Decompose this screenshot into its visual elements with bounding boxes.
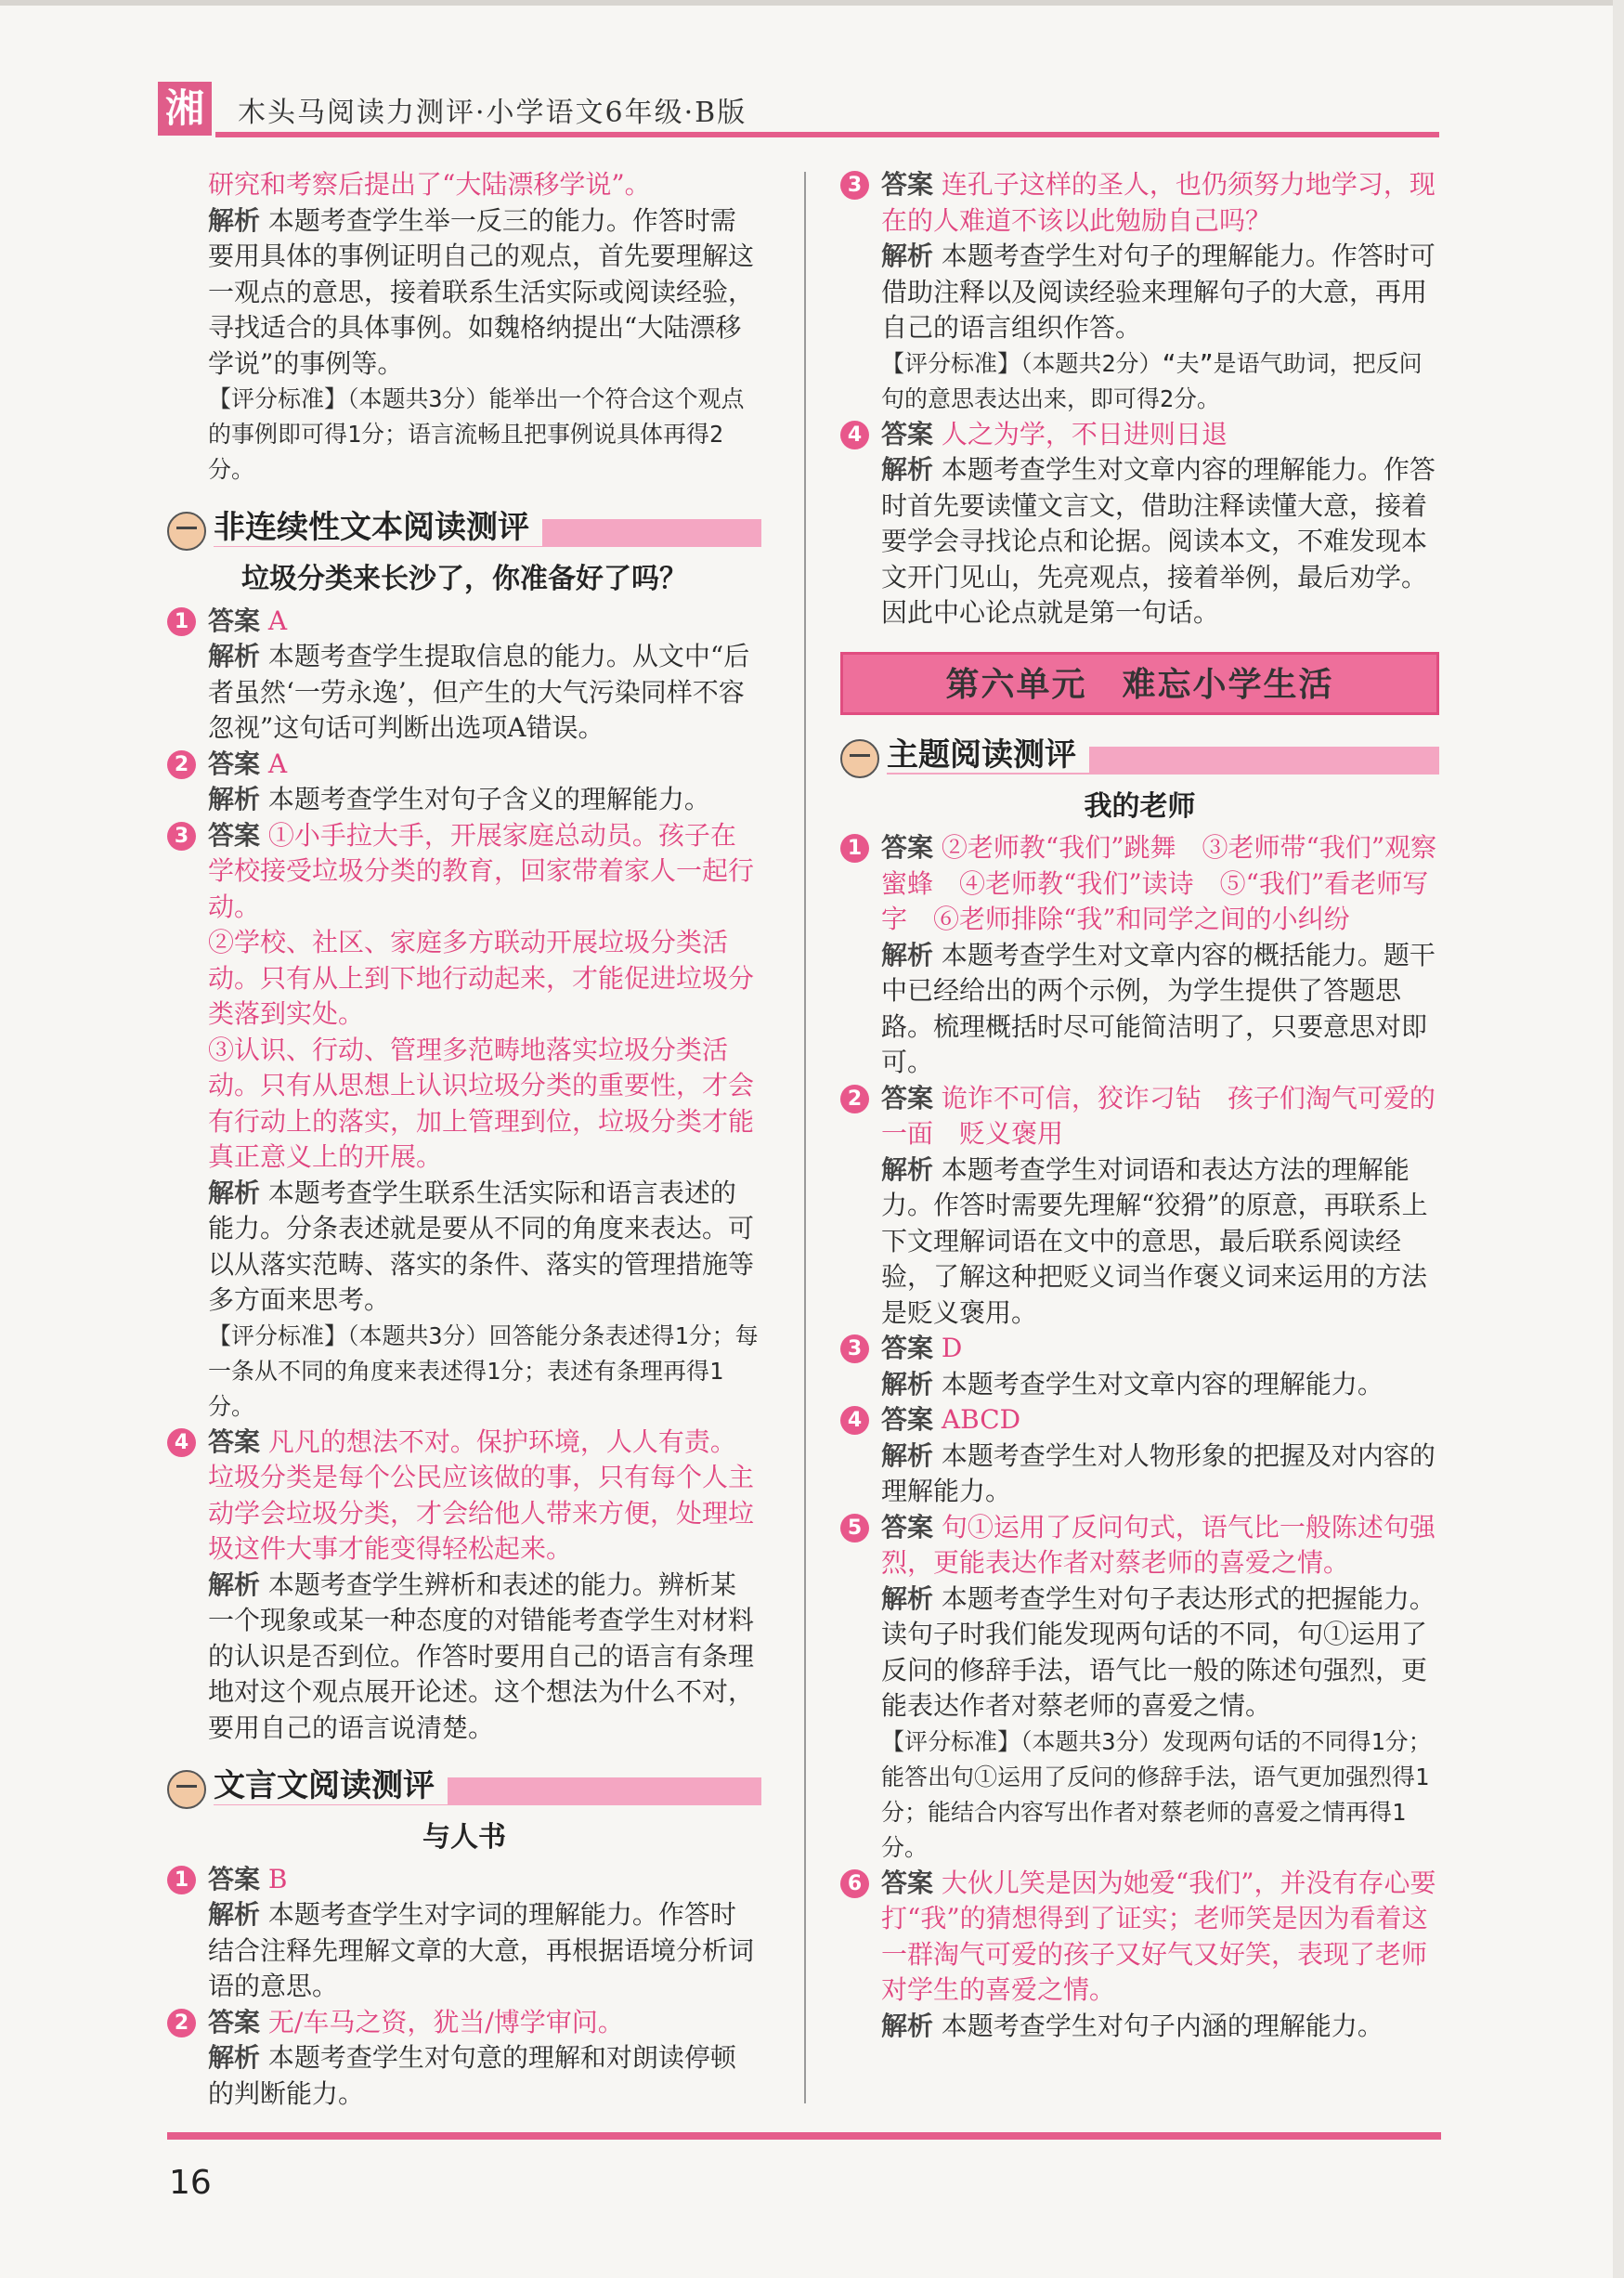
- page-top-edge: [0, 0, 1624, 6]
- analysis-text: 本题考查学生举一反三的能力。作答时需要用具体的事例证明自己的观点，首先要理解这一观点的意思，接着联系生活实际或阅读经验，寻找适合的具体事例。如魏格纳提出“大陆漂移学说”的事例等。: [208, 204, 755, 379]
- question-number-badge: 2: [840, 1085, 869, 1113]
- page-header: [158, 84, 1439, 131]
- answer-label: 答案: [208, 2006, 261, 2037]
- analysis-text: 本题考查学生提取信息的能力。从文中“后者虽然‘一劳永逸’，但产生的大气污染同样不容忽视”这句话可判断出选项A错误。: [208, 641, 750, 743]
- analysis-label: 解析: [208, 784, 261, 814]
- article-title: 垃圾分类来长沙了，你准备好了吗？: [241, 563, 687, 595]
- answer-text: ③认识、行动、管理多范畴地落实垃圾分类活动。只有从思想上认识垃圾分类的重要性，才会有行动上的落实，加上管理到位，垃圾分类才能真正意义上的开展。: [208, 1034, 755, 1172]
- answer-text: 凡凡的想法不对。保护环境，人人有责。垃圾分类是每个公民应该做的事，只有每个人主动学会垃圾分类，才会给他人带来方便，处理垃圾这件大事才能变得轻松起来。: [208, 1425, 755, 1564]
- analysis-text: 本题考查学生辨析和表述的能力。辨析某一个现象或某一种态度的对错能考查学生对材料的认识是否到位。作答时要用自己的语言有条理地对这个观点展开论述。这个想法为什么不对，要用自己的语言说清楚。: [208, 1569, 755, 1743]
- answer-text: A: [267, 748, 288, 779]
- answer-label: 答案: [881, 169, 934, 200]
- answer-text: ABCD: [941, 1404, 1021, 1435]
- answer-label: 答案: [881, 832, 934, 863]
- publisher-logo: 湘: [158, 82, 212, 136]
- analysis-text: 本题考查学生对字词的理解能力。作答时结合注释先理解文章的大意，再根据语境分析词语的意思。: [208, 1899, 755, 2001]
- theme-question-2: [840, 1081, 1439, 1332]
- analysis-label: 解析: [208, 204, 261, 236]
- score-criteria: 【评分标准】（本题共2分）“夫”是语气助词，把反问句的意思表达出来，即可得2分。: [881, 349, 1423, 412]
- answer-text: 诡诈不可信，狡诈刁钻 孩子们淘气可爱的一面 贬义褒用: [881, 1082, 1436, 1149]
- question-3: [167, 818, 761, 1425]
- answer-label: 答案: [208, 748, 261, 779]
- analysis-text: 本题考查学生对人物形象的把握及对内容的理解能力。: [881, 1439, 1436, 1506]
- analysis-label: 解析: [208, 641, 261, 671]
- article-title: 我的老师: [1084, 789, 1196, 823]
- analysis-label: 解析: [208, 1569, 261, 1600]
- page-number: 16: [169, 2164, 212, 2202]
- right-column: [840, 167, 1439, 2044]
- answer-label: 答案: [208, 1863, 261, 1894]
- theme-question-6: [840, 1866, 1439, 2045]
- answer-text: 大伙儿笑是因为她爱“我们”，并没有存心要打“我”的猜想得到了证实；老师笑是因为看着这一群淘气可爱的孩子又好气又好笑，表现了老师对学生的喜爱之情。: [881, 1867, 1436, 2005]
- student-avatar-icon: [840, 739, 879, 778]
- section-header-theme: [840, 734, 1439, 784]
- section-header-classical: [167, 1764, 761, 1815]
- answer-text: A: [267, 605, 288, 636]
- intro-analysis: [167, 203, 761, 383]
- book-title: 木头马阅读力测评·小学语文6年级·B版: [238, 97, 747, 129]
- answer-label: 答案: [208, 1425, 261, 1457]
- question-number-badge: 1: [167, 1866, 196, 1894]
- theme-question-4: [840, 1402, 1439, 1510]
- analysis-label: 解析: [208, 2042, 261, 2073]
- analysis-label: 解析: [881, 1582, 934, 1614]
- question-number-badge: 3: [167, 822, 196, 851]
- score-criteria: 【评分标准】（本题共3分）发现两句话的不同得1分；能答出句①运用了反问的修辞手法，语气更加强烈得1分；能结合内容写出作者对蔡老师的喜爱之情再得1分。: [881, 1727, 1432, 1861]
- theme-question-3: [840, 1331, 1439, 1402]
- analysis-label: 解析: [881, 1368, 934, 1399]
- theme-question-5: [840, 1510, 1439, 1866]
- question-number-badge: 4: [840, 1406, 869, 1435]
- analysis-label: 解析: [881, 241, 934, 271]
- question-number-badge: 4: [167, 1428, 196, 1457]
- analysis-label: 解析: [881, 2010, 934, 2041]
- classical-question-3: [840, 167, 1439, 417]
- student-avatar-icon: [167, 1770, 206, 1809]
- answer-label: 答案: [881, 1511, 934, 1543]
- answer-label: 答案: [881, 1082, 934, 1113]
- question-number-badge: 1: [167, 607, 196, 636]
- footer-rule: [167, 2132, 1441, 2140]
- analysis-text: 本题考查学生联系生活实际和语言表述的能力。分条表述就是要从不同的角度来表达。可以从落实范畴、落实的条件、落实的管理措施等多方面来思考。: [208, 1177, 755, 1315]
- score-criteria: 【评分标准】（本题共3分）回答能分条表述得1分；每一条从不同的角度来表述得1分；表述有条理再得1分。: [208, 1321, 759, 1420]
- analysis-text: 本题考查学生对文章内容的理解能力。作答时首先要读懂文言文，借助注释读懂大意，接着要学会寻找论点和论据。阅读本文，不难发现本文开门见山，先亮观点，接着举例，最后劝学。因此中心论点就是第一句话。: [881, 454, 1436, 628]
- question-number-badge: 4: [840, 421, 869, 449]
- question-number-badge: 2: [167, 750, 196, 779]
- analysis-text: 本题考查学生对文章内容的概括能力。题干中已经给出的两个示例，为学生提供了答题思路。梳理概括时尽可能简洁明了，只要意思对即可。: [881, 939, 1436, 1077]
- answer-text: B: [267, 1863, 288, 1894]
- classical-question-1: [167, 1862, 761, 2005]
- answer-label: 答案: [208, 605, 261, 636]
- analysis-text: 本题考查学生对词语和表达方法的理解能力。作答时需要先理解“狡猾”的原意，再联系上下文理解词语在文中的意思，最后联系阅读经验，了解这种把贬义词当作褒义词来运用的方法是贬义褒用。: [881, 1153, 1428, 1328]
- answer-text: 句①运用了反问句式，语气比一般陈述句强烈，更能表达作者对蔡老师的喜爱之情。: [881, 1511, 1436, 1578]
- analysis-text: 本题考查学生对句子的理解能力。作答时可借助注释以及阅读经验来理解句子的大意，再用自己的语言组织作答。: [881, 241, 1436, 343]
- question-number-badge: 2: [167, 2009, 196, 2037]
- analysis-text: 本题考查学生对文章内容的理解能力。: [941, 1368, 1384, 1399]
- left-column: [167, 167, 761, 2112]
- unit-banner: 第六单元 难忘小学生活: [840, 652, 1439, 715]
- analysis-text: 本题考查学生对句意的理解和对朗读停顿的判断能力。: [208, 2042, 736, 2109]
- classical-question-4: [840, 417, 1439, 631]
- answer-text: 连孔子这样的圣人，也仍须努力地学习，现在的人难道不该以此勉励自己吗？: [881, 169, 1436, 236]
- classical-question-2: [167, 2005, 761, 2113]
- question-number-badge: 5: [840, 1514, 869, 1543]
- answer-label: 答案: [881, 418, 934, 449]
- question-2: [167, 747, 761, 818]
- analysis-label: 解析: [208, 1899, 261, 1930]
- question-number-badge: 6: [840, 1869, 869, 1898]
- section-title: 非连续性文本阅读测评: [214, 510, 542, 546]
- analysis-label: 解析: [881, 939, 934, 970]
- answer-text: ②学校、社区、家庭多方联动开展垃圾分类活动。只有从上到下地行动起来，才能促进垃圾分类落到实处。: [208, 927, 755, 1029]
- answer-label: 答案: [881, 1867, 934, 1898]
- intro-score: 【评分标准】（本题共3分）能举出一个符合这个观点的事例即可得1分；语言流畅且把事例说具体再得2分。: [208, 385, 745, 483]
- header-rule: [215, 132, 1439, 137]
- section-header-noncontinuous: [167, 506, 761, 556]
- question-number-badge: 1: [840, 834, 869, 863]
- column-divider: [804, 172, 806, 2103]
- answer-text: 无/车马之资，犹当/博学审问。: [267, 2006, 624, 2037]
- analysis-label: 解析: [881, 1439, 934, 1471]
- answer-label: 答案: [881, 1404, 934, 1435]
- question-4: [167, 1425, 761, 1747]
- analysis-text: 本题考查学生对句子表达形式的把握能力。读句子时我们能发现两句话的不同，句①运用了反问的修辞手法，语气比一般的陈述句强烈，更能表达作者对蔡老师的喜爱之情。: [881, 1582, 1436, 1721]
- analysis-text: 本题考查学生对句子含义的理解能力。: [267, 784, 710, 814]
- answer-label: 答案: [208, 819, 261, 851]
- answer-text: 人之为学，不日进则日退: [941, 418, 1228, 449]
- theme-question-1: [840, 830, 1439, 1081]
- question-number-badge: 3: [840, 1334, 869, 1363]
- question-number-badge: 3: [840, 171, 869, 200]
- answer-text: ②老师教“我们”跳舞 ③老师带“我们”观察蜜蜂 ④老师教“我们”读诗 ⑤“我们”看老师写字 ⑥老师排除“我”和同学之间的小纠纷: [881, 832, 1437, 934]
- analysis-text: 本题考查学生对句子内涵的理解能力。: [941, 2010, 1384, 2041]
- page-right-edge: [1613, 0, 1624, 2278]
- section-title: 文言文阅读测评: [214, 1768, 448, 1804]
- intro-answer: 研究和考察后提出了“大陆漂移学说”。: [208, 169, 651, 200]
- student-avatar-icon: [167, 512, 206, 551]
- answer-text: D: [941, 1333, 963, 1363]
- question-1: [167, 604, 761, 747]
- section-title: 主题阅读测评: [887, 737, 1089, 774]
- analysis-label: 解析: [208, 1177, 261, 1208]
- analysis-label: 解析: [881, 454, 934, 485]
- answer-label: 答案: [881, 1333, 934, 1363]
- answer-text: ①小手拉大手，开展家庭总动员。孩子在学校接受垃圾分类的教育，回家带着家人一起行动。: [208, 819, 755, 922]
- analysis-label: 解析: [881, 1153, 934, 1185]
- article-title: 与人书: [422, 1821, 506, 1854]
